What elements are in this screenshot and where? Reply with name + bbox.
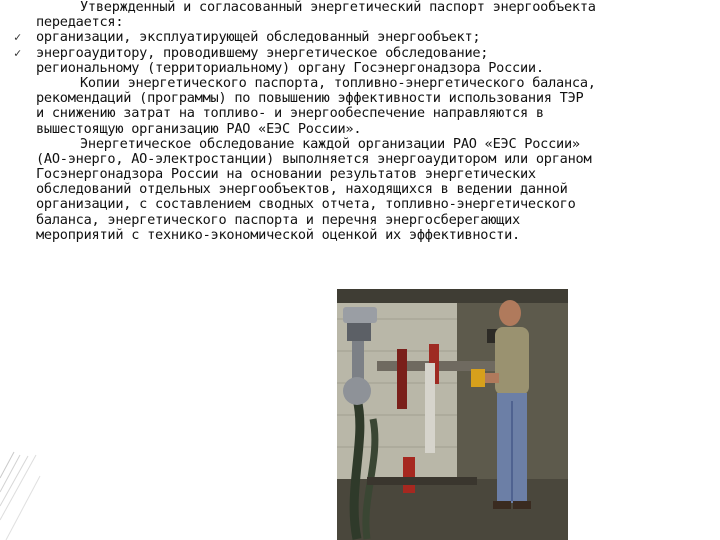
paragraph-line: вышестоящую организацию РАО «ЕЭС России». [36, 120, 362, 137]
bullet-text: энергоаудитору, проводившему энергетическое обследование; [36, 44, 489, 61]
paragraph-line: Госэнергонадзора России на основании результатов энергетических [36, 166, 536, 183]
bullet-item [14, 30, 716, 45]
paragraph-line: передается: [36, 14, 124, 31]
bullet-text-continuation: региональному (территориальному) органу Госэнергонадзора России. [36, 59, 544, 76]
checkmark-icon: ✓ [14, 30, 21, 45]
paragraph-line: Энергетическое обследование каждой организации РАО «ЕЭС России» [80, 135, 580, 152]
paragraph-line: Утвержденный и согласованный энергетический паспорт энергообъекта [80, 0, 596, 15]
bullet-text: организации, эксплуатирующей обследованный энергообъект; [36, 29, 481, 46]
bullet-item [14, 46, 716, 61]
paragraph-line: и снижению затрат на топливо- и энергообеспечение направляются в [36, 105, 544, 122]
paragraph-line: мероприятий с технико-экономической оценкой их эффективности. [36, 226, 520, 243]
checkmark-icon: ✓ [14, 45, 21, 60]
paragraph-line: Копии энергетического паспорта, топливно-энергетического баланса, [80, 74, 596, 91]
slide-body-text [14, 0, 716, 243]
photo-illustration [337, 289, 568, 540]
worker-measuring-pipes-photo [337, 289, 568, 540]
paragraph-line: рекомендаций (программы) по повышению эффективности использования ТЭР [36, 90, 584, 107]
paragraph-line: баланса, энергетического паспорта и перечня энергосберегающих [36, 211, 520, 228]
paragraph-line: организации, с составлением сводных отчета, топливно-энергетического [36, 196, 576, 213]
paragraph-line: (АО-энерго, АО-электростанции) выполняется энергоаудитором или органом [36, 150, 592, 167]
paragraph-line: обследований отдельных энергообъектов, находящихся в ведении данной [36, 181, 568, 198]
